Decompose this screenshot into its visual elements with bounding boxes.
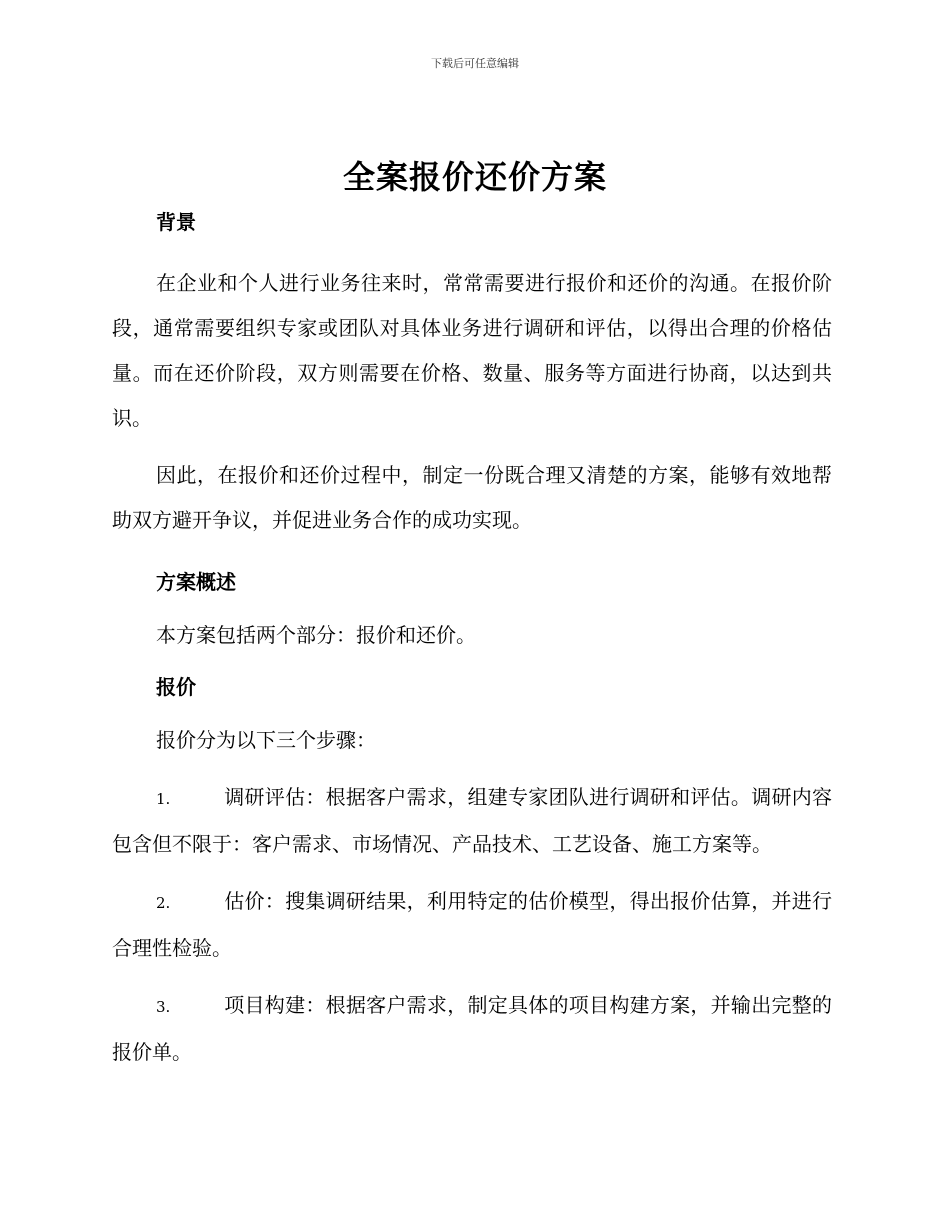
quote-step-2	[112, 879, 832, 971]
quote-step-1	[112, 775, 832, 867]
document-title: 全案报价还价方案	[342, 158, 607, 196]
step-text: 项目构建：根据客户需求，制定具体的项目构建方案，并输出完整的报价单。	[112, 993, 832, 1064]
overview-paragraph: 本方案包括两个部分：报价和还价。	[156, 623, 476, 647]
section-heading-quote: 报价	[156, 675, 196, 699]
page-header-note: 下载后可任意编辑	[431, 57, 519, 70]
background-paragraph-2: 因此，在报价和还价过程中，制定一份既合理又清楚的方案，能够有效地帮助双方避开争议，并促进业务合作的成功实现。	[112, 463, 832, 532]
section-heading-background: 背景	[156, 210, 196, 234]
section-heading-overview: 方案概述	[156, 570, 236, 594]
quote-step-3	[112, 983, 832, 1075]
step-text: 调研评估：根据客户需求，组建专家团队进行调研和评估。调研内容包含但不限于：客户需求、市场情况、产品技术、工艺设备、施工方案等。	[112, 785, 832, 856]
step-number: 2.	[156, 894, 171, 912]
quote-intro: 报价分为以下三个步骤：	[156, 728, 376, 752]
step-text: 估价：搜集调研结果，利用特定的估价模型，得出报价估算，并进行合理性检验。	[112, 889, 832, 960]
step-number: 3.	[156, 998, 171, 1016]
document-body	[112, 205, 832, 1075]
step-number: 1.	[156, 790, 171, 808]
background-paragraph-1: 在企业和个人进行业务往来时，常常需要进行报价和还价的沟通。在报价阶段，通常需要组织专家或团队对具体业务进行调研和评估，以得出合理的价格估量。而在还价阶段，双方则需要在价格、数量、服务等方面进行协商，以达到共识。	[112, 271, 832, 430]
